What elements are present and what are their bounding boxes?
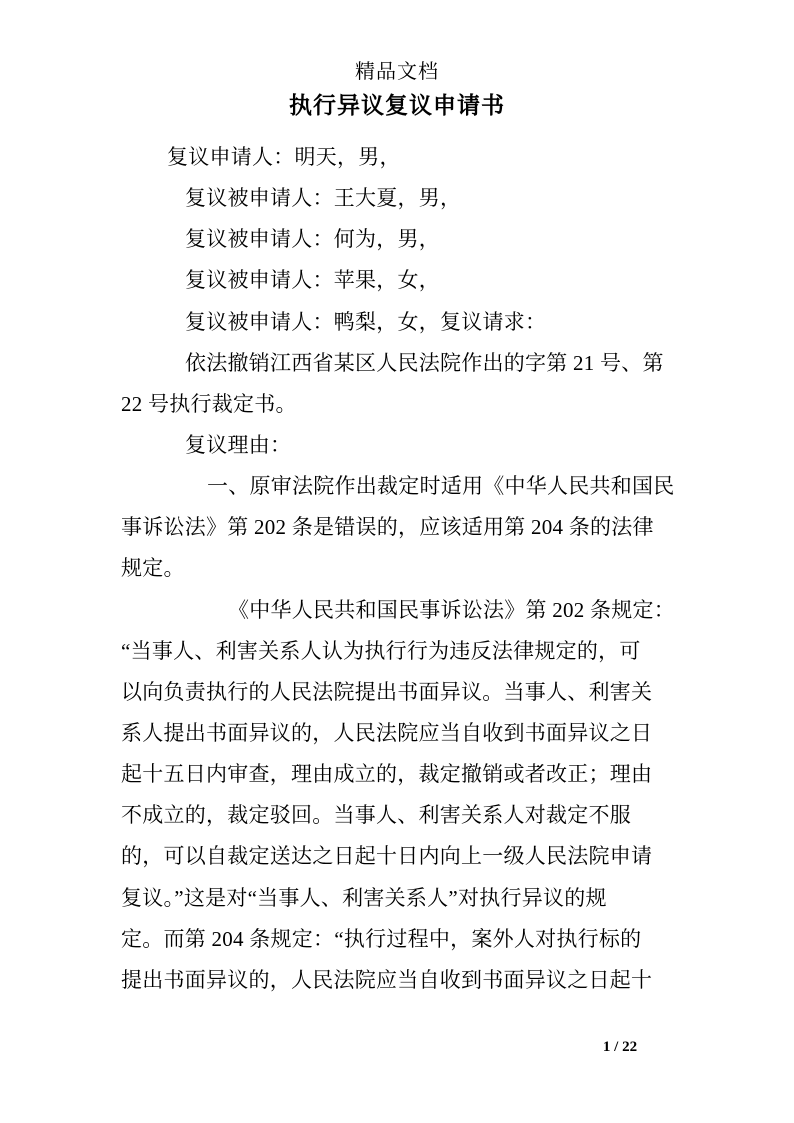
doc-line: 起十五日内审查，理由成立的，裁定撤销或者改正；理由 bbox=[121, 762, 653, 787]
doc-line: 22 号执行裁定书。 bbox=[121, 391, 297, 416]
doc-line: 复议被申请人：苹果，女， bbox=[185, 268, 440, 293]
doc-title: 执行异议复议申请书 bbox=[289, 93, 505, 118]
doc-line: 复议被申请人：王大夏，男， bbox=[185, 186, 462, 211]
doc-line: 依法撤销江西省某区人民法院作出的字第 21 号、第 bbox=[185, 350, 664, 375]
page-number: 1 / 22 bbox=[602, 1039, 638, 1055]
doc-line: 复议申请人：明天，男， bbox=[167, 145, 401, 169]
doc-line: 以向负责执行的人民法院提出书面异议。当事人、利害关 bbox=[121, 679, 653, 704]
doc-line: 复议。”这是对“当事人、利害关系人”对执行异议的规 bbox=[121, 885, 607, 910]
doc-line: “当事人、利害关系人认为执行行为违反法律规定的，可 bbox=[121, 638, 641, 663]
doc-line: 复议被申请人：鸭梨，女，复议请求： bbox=[185, 309, 547, 334]
doc-line: 不成立的，裁定驳回。当事人、利害关系人对裁定不服 bbox=[121, 803, 631, 828]
doc-line: 的，可以自裁定送达之日起十日内向上一级人民法院申请 bbox=[121, 844, 653, 869]
doc-line: 复议被申请人：何为，男， bbox=[185, 227, 440, 252]
doc-line: 一、原审法院作出裁定时适用《中华人民共和国民 bbox=[207, 474, 675, 499]
doc-line: 《中华人民共和国民事诉讼法》第 202 条规定： bbox=[228, 597, 675, 622]
doc-line: 提出书面异议的，人民法院应当自收到书面异议之日起十 bbox=[121, 967, 653, 992]
doc-line: 规定。 bbox=[121, 556, 185, 581]
doc-header: 精品文档 bbox=[355, 61, 439, 83]
doc-line: 事诉讼法》第 202 条是错误的，应该适用第 204 条的法律 bbox=[121, 515, 654, 540]
doc-line: 复议理由： bbox=[185, 432, 292, 457]
doc-line: 系人提出书面异议的，人民法院应当自收到书面异议之日 bbox=[121, 720, 653, 745]
doc-line: 定。而第 204 条规定：“执行过程中，案外人对执行标的 bbox=[121, 926, 642, 951]
doc-body bbox=[121, 137, 677, 1001]
